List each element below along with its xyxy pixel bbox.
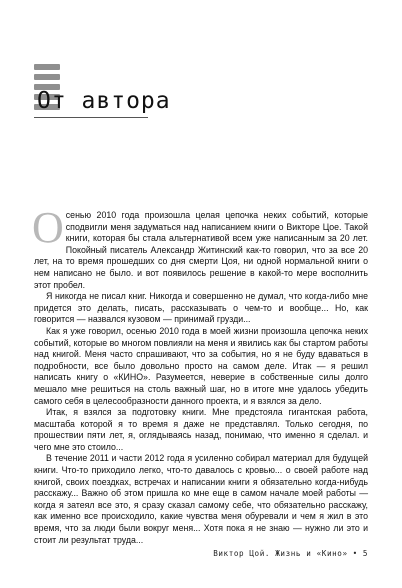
paragraph-text: сенью 2010 года произошла целая цепочка неких событий, которые сподвигли меня задуматься над написанием книги о Викторе Цое. Такой книги, которая бы стала альтернативой всем уже написанным за 20 лет. Покойный писатель Александр Житинский как-то говорил, что за все 20 лет, на то время прошедших со дня смерти Цоя, ни одной нормальной книги о нем написано не было. и вот появилось решение в какой-то мере восполнить этот пробел. bbox=[34, 210, 368, 290]
footer-separator: • bbox=[352, 549, 358, 558]
body-text bbox=[32, 203, 368, 546]
footer-title: Виктор Цой. Жизнь и «Кино» bbox=[213, 549, 348, 558]
paragraph-1 bbox=[32, 203, 368, 291]
heading-underline bbox=[34, 117, 148, 118]
chapter-heading: От автора bbox=[37, 88, 171, 114]
drop-cap: О bbox=[32, 203, 64, 252]
paragraph-3: Как я уже говорил, осенью 2010 года в моей жизни произошла цепочка неких событий, которые во многом повлияли на меня и явились как бы стартом работы над книгой. Меня часто спрашивают, что за события, но я не буду вдаваться в подробности, все было довольно просто на самом деле. Итак — я решил написать книгу о «КИНО». Разумеется, неверие в собственные силы долго мешало мне решиться на столь важный шаг, но в итоге мне удалось убедить самого себя в целесообразности данного проекта, и я взялся за дело. bbox=[34, 325, 368, 406]
running-footer bbox=[213, 549, 368, 558]
page-number: 5 bbox=[362, 549, 368, 558]
stripe bbox=[34, 74, 60, 80]
paragraph-2: Я никогда не писал книг. Никогда и совершенно не думал, что когда-либо мне придется это делать, писать, рассказывать о чем-то и вообще... Но, как говорится — назвался кузовом — принимай грузди... bbox=[34, 291, 368, 325]
paragraph-5: В течение 2011 и части 2012 года я усиленно собирал материал для будущей книги. Что-то приходило легко, что-то давалось с кровью... о своей работе над книгой, своих поездках, встречах и написании книги я обязательно когда-нибудь расскажу... Важно об этом пришла ко мне еще в самом начале моей работы — когда я затеял все это, я сразу сказал самому себе, что обязательно расскажу, как именно все происходило, какие чувства меня обуревали и чем я жил в это время, что за люди были вокруг меня... Хотя пока я не знаю — нужно ли это и стоит ли результат труда... bbox=[34, 453, 368, 545]
stripe bbox=[34, 64, 60, 70]
paragraph-4: Итак, я взялся за подготовку книги. Мне предстояла гигантская работа, масштаба которой я то время я даже не представлял. Только сегодня, по прошествии пяти лет, я, оглядываясь назад, понимаю, что именно я сделал. и чего мне это стоило... bbox=[34, 407, 368, 452]
